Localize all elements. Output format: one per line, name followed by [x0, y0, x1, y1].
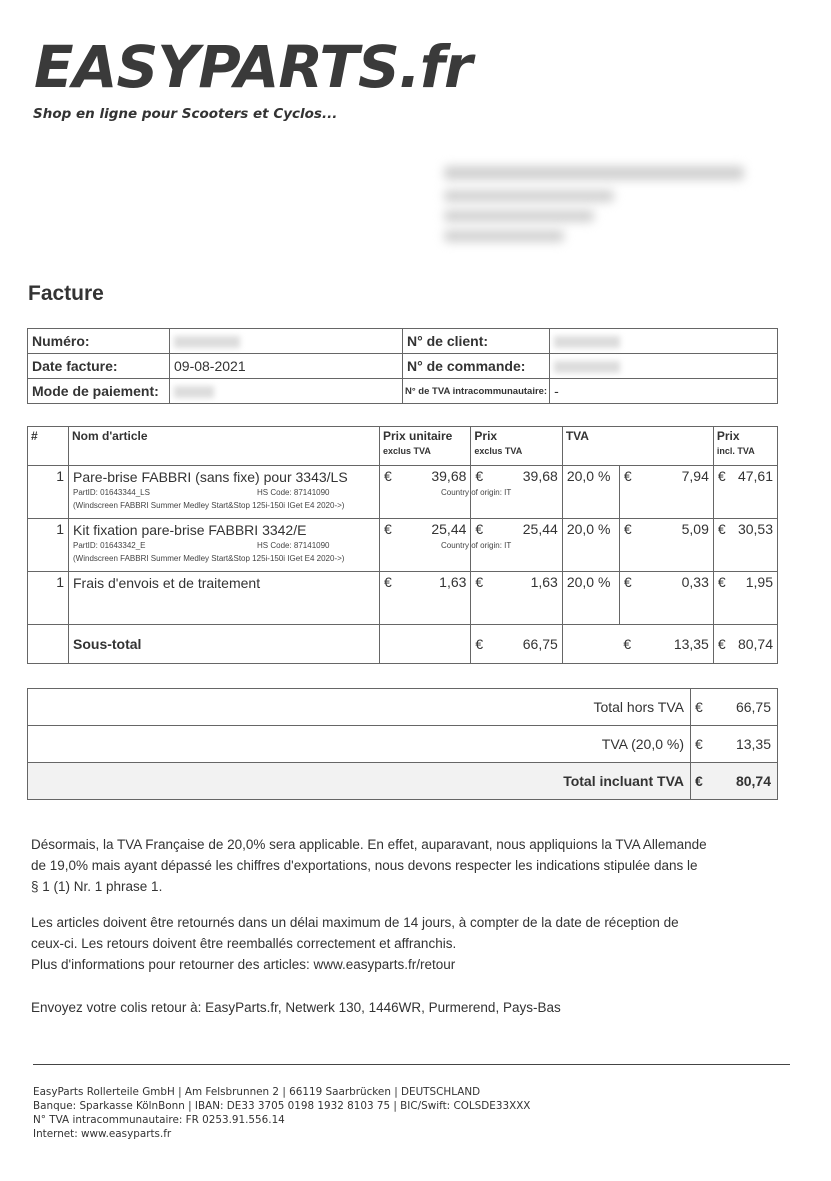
invoice-date-label: Date facture: — [28, 354, 170, 379]
total-excl-value: 66,75 — [709, 689, 778, 726]
total-incl-label: Total incluant TVA — [28, 763, 691, 800]
invoice-info-table — [27, 328, 778, 404]
total-excl-row: Total hors TVA € 66,75 — [28, 689, 778, 726]
vat-number-label: N° de TVA intracommunautaire: — [403, 379, 550, 404]
total-excl-label: Total hors TVA — [28, 689, 691, 726]
company-footer: EasyParts Rollerteile GmbH | Am Felsbrunnen 2 | 66119 Saarbrücken | DEUTSCHLAND Banque: Sparkasse KölnBonn | IBAN: DE33 3705 0198 1932 8103 75 | BIC/Swift: COLSDE33XXX N° TVA intracommunautaire: FR 0253.91.556.14 Internet: www.easyparts.fr — [33, 1086, 531, 1140]
brand-logo: EASYPARTS.fr — [34, 33, 472, 101]
item-name: Frais d'envois et de traitement — [73, 575, 261, 591]
col-price-incl: Prix incl. TVA — [713, 427, 777, 466]
invoice-number-value — [170, 329, 403, 354]
table-row: 1 Pare-brise FABBRI (sans fixe) pour 3343/LS PartID: 01643344_LS HS Code: 87141090 Country of origin: IT (Windscreen FABBRI Summer Medley Start&Stop 125i-150i IGet E4 2020->) € 39,68 € 39,68 20,0 % € 7,94 € 47,61 — [28, 466, 778, 519]
vat-notice: Désormais, la TVA Française de 20,0% sera applicable. En effet, auparavant, nous appliquions la TVA Allemande de 19,0% mais ayant dépassé les chiffres d'exportations, nous devons respecter les indications stipulée dans le § 1 (1) Nr. 1 phrase 1. — [31, 837, 707, 894]
table-row: 1 Kit fixation pare-brise FABBRI 3342/E PartID: 01643342_E HS Code: 87141090 Country of origin: IT (Windscreen FABBRI Summer Medley Start&Stop 125i-150i IGet E4 2020->) € 25,44 € 25,44 20,0 % € 5,09 € 30,53 — [28, 519, 778, 572]
footer-divider — [33, 1064, 790, 1065]
redacted-value — [174, 336, 240, 348]
subtotal-label: Sous-total — [69, 625, 380, 664]
col-price-excl: Prix exclus TVA — [471, 427, 562, 466]
subtotal-vat: 13,35 — [673, 636, 709, 652]
payment-method-label: Mode de paiement: — [28, 379, 170, 404]
redacted-address-block — [440, 160, 760, 256]
invoice-number-label: Numéro: — [28, 329, 170, 354]
col-vat: TVA — [562, 427, 713, 466]
payment-method-value — [170, 379, 403, 404]
client-number-label: N° de client: — [403, 329, 550, 354]
table-row: 1 Frais d'envois et de traitement € 1,63 € 1,63 20,0 % € 0,33 € 1,95 — [28, 572, 778, 625]
order-number-label: N° de commande: — [403, 354, 550, 379]
item-name: Pare-brise FABBRI (sans fixe) pour 3343/LS — [73, 469, 348, 485]
items-table — [27, 426, 778, 664]
client-number-value — [550, 329, 778, 354]
total-incl-value: 80,74 — [709, 763, 778, 800]
total-vat-label: TVA (20,0 %) — [28, 726, 691, 763]
redacted-value — [554, 336, 620, 348]
items-table-header — [28, 427, 778, 466]
returns-notice: Les articles doivent être retournés dans un délai maximum de 14 jours, à compter de la date de réception de ceux-ci. Les retours doivent être reemballés correctement et affranchis. Plus d'informations pour retourner des articles: www.easyparts.fr/retour — [31, 915, 679, 972]
total-incl-row: Total incluant TVA € 80,74 — [28, 763, 778, 800]
page-title: Facture — [28, 282, 104, 305]
col-unit-price: Prix unitaire exclus TVA — [380, 427, 471, 466]
subtotal-price: 66,75 — [487, 625, 562, 664]
brand-tagline: Shop en ligne pour Scooters et Cyclos... — [33, 106, 338, 122]
redacted-value — [554, 361, 620, 373]
totals-table — [27, 688, 778, 800]
total-vat-row: TVA (20,0 %) € 13,35 — [28, 726, 778, 763]
invoice-date-value: 09-08-2021 — [170, 354, 403, 379]
subtotal-incl: 80,74 — [730, 625, 778, 664]
redacted-value — [174, 386, 214, 398]
return-address: Envoyez votre colis retour à: EasyParts.fr, Netwerk 130, 1446WR, Purmerend, Pays-Bas — [31, 1000, 561, 1015]
col-number: # — [28, 427, 69, 466]
vat-number-value: - — [550, 379, 778, 404]
order-number-value — [550, 354, 778, 379]
item-name: Kit fixation pare-brise FABBRI 3342/E — [73, 522, 307, 538]
col-article-name: Nom d'article — [69, 427, 380, 466]
subtotal-row: Sous-total € 66,75 € 13,35 € 80,74 — [28, 625, 778, 664]
total-vat-value: 13,35 — [709, 726, 778, 763]
